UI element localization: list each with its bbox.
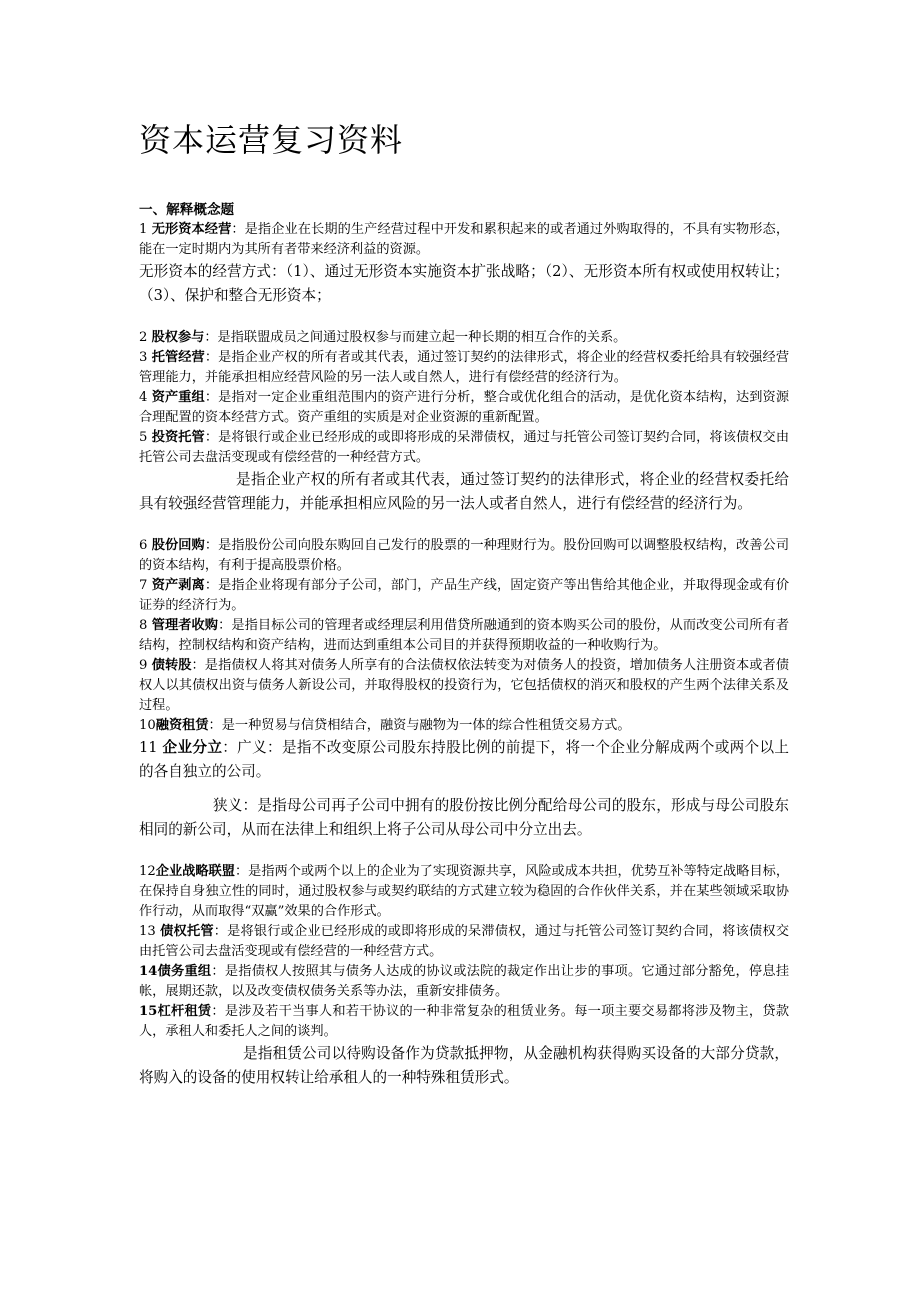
spacer <box>139 784 789 794</box>
entry-term: 资产重组 <box>151 390 205 405</box>
entry-term: 股权参与 <box>151 330 205 345</box>
entry-term: 债权托管 <box>160 924 214 939</box>
entry-term: 企业分立 <box>162 739 223 756</box>
entry-7 <box>139 576 789 616</box>
paragraph-narrow-definition <box>139 794 789 842</box>
document-title: 资本运营复习资料 <box>139 121 404 159</box>
entry-number: 1 <box>139 222 152 237</box>
entry-term: 融资租赁 <box>155 718 209 733</box>
entry-term: 投资托管 <box>151 430 205 445</box>
paragraph-text: 狭义：是指母公司再子公司中拥有的股份按比例分配给母公司的股东，形成与母公司股东相同的新公司，从而在法律上和组织上将子公司从母公司中分立出去。 <box>139 797 789 838</box>
paragraph-lease-definition <box>139 1042 789 1090</box>
entry-text: ：是指债权人将其对债务人所享有的合法债权依法转变为对债务人的投资，增加债务人注册资本或者债权人以其债权出资与债务人新设公司，并取得股权的投资行为，它包括债权的消灭和股权的产生两个法律关系及过程。 <box>139 658 790 713</box>
entry-text: ：是涉及若干当事人和若干协议的一种非常复杂的租赁业务。每一项主要交易都将涉及物主，贷款人，承租人和委托人之间的谈判。 <box>139 1004 790 1039</box>
entry-9 <box>139 656 789 716</box>
paragraph-text: 是指租赁公司以待购设备作为贷款抵押物，从金融机构获得购买设备的大部分贷款，将购入的设备的使用权转让给承租人的一种特殊租赁形式。 <box>139 1045 789 1086</box>
entry-text: ：是指联盟成员之间通过股权参与而建立起一种长期的相互合作的关系。 <box>204 330 627 345</box>
entry-text: ：是指股份公司向股东购回自己发行的股票的一种理财行为。股份回购可以调整股权结构，改善公司的资本结构，有利于提高股票价格。 <box>139 538 790 573</box>
entry-text: ：是指企业将现有部分子公司，部门，产品生产线，固定资产等出售给其他企业，并取得现金或有价证券的经济行为。 <box>139 578 790 613</box>
entry-text: ：是一种贸易与信贷相结合，融资与融物为一体的综合性租赁交易方式。 <box>208 718 631 733</box>
entry-number: 6 <box>139 538 152 553</box>
entry-text: ：是将银行或企业已经形成的或即将形成的呆滞债权，通过与托管公司签订契约合同，将该债权交由托管公司去盘活变现或有偿经营的一种经营方式。 <box>139 924 790 959</box>
entry-number: 14 <box>139 964 158 979</box>
document-body <box>139 200 789 1090</box>
entry-4 <box>139 388 789 428</box>
entry-14 <box>139 962 789 1002</box>
entry-text: ：是指两个或两个以上的企业为了实现资源共享，风险或成本共担，优势互补等特定战略目标，在保持自身独立性的同时，通过股权参与或契约联结的方式建立较为稳固的合作伙伴关系，并在某些领域采取协作行动，从而取得“双赢”效果的合作形式。 <box>139 864 790 919</box>
entry-1 <box>139 220 789 260</box>
spacer <box>139 842 789 862</box>
entry-term: 杠杆租赁 <box>157 1004 212 1019</box>
entry-3 <box>139 348 789 388</box>
entry-13 <box>139 922 789 962</box>
entry-number: 5 <box>139 430 152 445</box>
entry-number: 3 <box>139 350 152 365</box>
paragraph-intangible-methods <box>139 260 789 308</box>
entry-number: 12 <box>139 864 156 879</box>
entry-term: 托管经营 <box>151 350 205 365</box>
entry-text: ：是指债权人按照其与债务人达成的协议或法院的裁定作出让步的事项。它通过部分豁免，停息挂帐，展期还款，以及改变债权债务关系等办法，重新安排债务。 <box>139 964 790 999</box>
entry-term: 资产剥离 <box>151 578 205 593</box>
entry-number: 13 <box>139 924 161 939</box>
paragraph-text: 是指企业产权的所有者或其代表，通过签订契约的法律形式，将企业的经营权委托给具有较强经营管理能力，并能承担相应风险的另一法人或者自然人，进行有偿经营的经济行为。 <box>139 471 789 512</box>
entry-5 <box>139 428 789 468</box>
entry-term: 股份回购 <box>151 538 205 553</box>
entry-number: 11 <box>139 739 163 756</box>
paragraph-text: 无形资本的经营方式：（1）、通过无形资本实施资本扩张战略；（2）、无形资本所有权或使用权转让；（3）、保护和整合无形资本； <box>139 263 789 304</box>
entry-15 <box>139 1002 789 1042</box>
entry-number: 4 <box>139 390 152 405</box>
paragraph-trust-definition <box>139 468 789 516</box>
entry-8 <box>139 616 789 656</box>
entry-term: 企业战略联盟 <box>155 864 235 879</box>
entry-2 <box>139 328 789 348</box>
entry-6 <box>139 536 789 576</box>
entry-11 <box>139 736 789 784</box>
entry-number: 2 <box>139 330 152 345</box>
section-heading: 一、解释概念题 <box>139 202 235 218</box>
entry-term: 管理者收购 <box>151 618 219 633</box>
entry-number: 10 <box>139 718 156 733</box>
entry-number: 9 <box>139 658 152 673</box>
entry-12 <box>139 862 789 922</box>
entry-number: 8 <box>139 618 152 633</box>
entry-10 <box>139 716 789 736</box>
entry-term: 债务重组 <box>157 964 212 979</box>
entry-text: ：广义：是指不改变原公司股东持股比例的前提下，将一个企业分解成两个或两个以上的各自独立的公司。 <box>139 739 789 780</box>
entry-text: ：是将银行或企业已经形成的或即将形成的呆滞债权，通过与托管公司签订契约合同，将该债权交由托管公司去盘活变现或有偿经营的一种经营方式。 <box>139 430 790 465</box>
entry-text: ：是指企业在长期的生产经营过程中开发和累积起来的或者通过外购取得的，不具有实物形态，能在一定时期内为其所有者带来经济利益的资源。 <box>139 222 790 257</box>
entry-term: 无形资本经营 <box>151 222 232 237</box>
entry-number: 7 <box>139 578 152 593</box>
spacer <box>139 308 789 328</box>
entry-text: ：是指企业产权的所有者或其代表，通过签订契约的法律形式，将企业的经营权委托给具有较强经营管理能力，并能承担相应经营风险的另一法人或自然人，进行有偿经营的经济行为。 <box>139 350 790 385</box>
entry-text: ：是指目标公司的管理者或经理层利用借贷所融通到的资本购买公司的股份，从而改变公司所有者结构，控制权结构和资产结构，进而达到重组本公司目的并获得预期收益的一种收购行为。 <box>139 618 790 653</box>
spacer <box>139 516 789 536</box>
entry-number: 15 <box>139 1004 158 1019</box>
entry-text: ：是指对一定企业重组范围内的资产进行分析，整合或优化组合的活动，是优化资本结构，达到资源合理配置的资本经营方式。资产重组的实质是对企业资源的重新配置。 <box>139 390 790 425</box>
entry-term: 债转股 <box>151 658 192 673</box>
